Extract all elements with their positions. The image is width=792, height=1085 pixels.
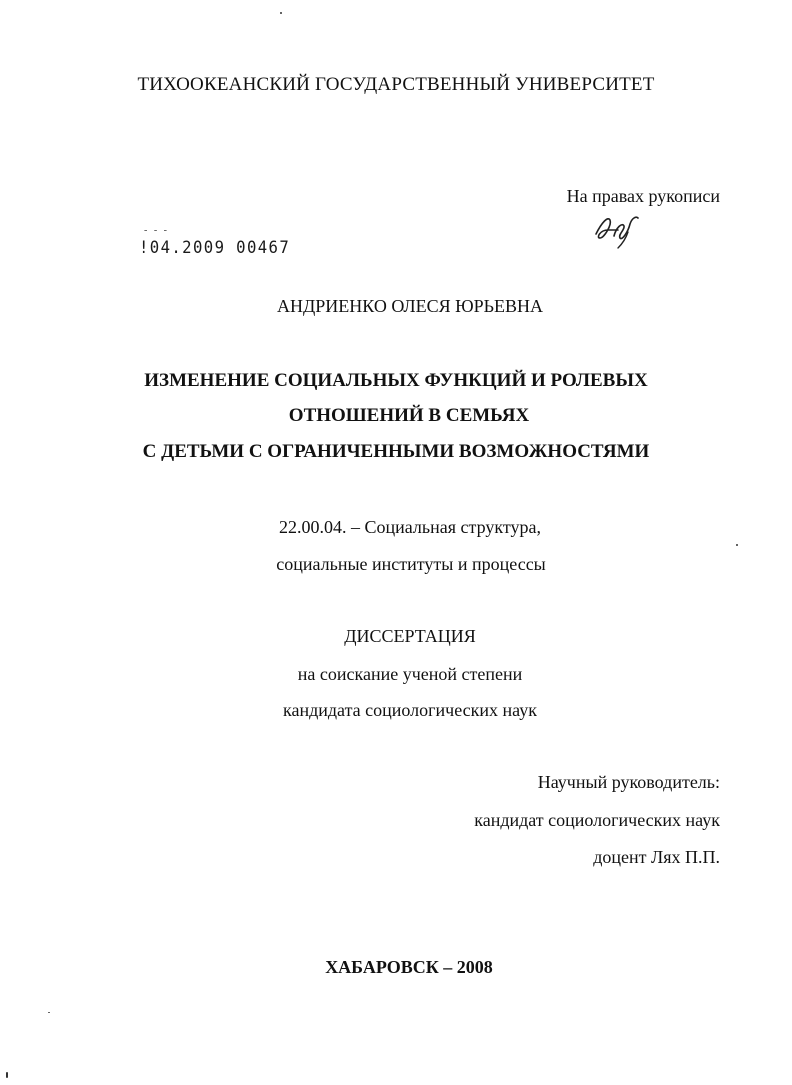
scan-speck xyxy=(736,544,738,546)
specialty-code-line: 22.00.04. – Социальная структура, xyxy=(279,517,541,537)
archive-stamp: !04.2009 00467 xyxy=(139,238,291,258)
dissertation-title-line: ОТНОШЕНИЙ В СЕМЬЯХ xyxy=(288,405,530,426)
degree-purpose-line: на соискание ученой степени xyxy=(297,664,523,684)
document-type: ДИССЕРТАЦИЯ xyxy=(344,626,476,646)
dissertation-title-line: ИЗМЕНЕНИЕ СОЦИАЛЬНЫХ ФУНКЦИЙ И РОЛЕВЫХ xyxy=(144,370,648,391)
scan-speck xyxy=(280,12,282,14)
scan-speck xyxy=(6,1072,8,1078)
author-name: АНДРИЕНКО ОЛЕСЯ ЮРЬЕВНА xyxy=(276,296,543,316)
degree-name-line: кандидата социологических наук xyxy=(283,700,537,720)
city-and-year: ХАБАРОВСК – 2008 xyxy=(325,957,493,977)
manuscript-rights-note: На правах рукописи xyxy=(566,186,720,206)
scan-speck xyxy=(48,1012,50,1013)
university-name: ТИХООКЕАНСКИЙ ГОСУДАРСТВЕННЫЙ УНИВЕРСИТЕТ xyxy=(137,74,655,95)
stamp-marks: - - - xyxy=(144,225,169,236)
dissertation-title-line: С ДЕТЬМИ С ОГРАНИЧЕННЫМИ ВОЗМОЖНОСТЯМИ xyxy=(142,441,650,462)
advisor-degree: кандидат социологических наук xyxy=(474,810,720,830)
advisor-name: доцент Лях П.П. xyxy=(593,847,720,867)
signature-icon xyxy=(592,208,644,252)
specialty-name-line: социальные институты и процессы xyxy=(276,554,546,574)
advisor-label: Научный руководитель: xyxy=(537,772,720,792)
